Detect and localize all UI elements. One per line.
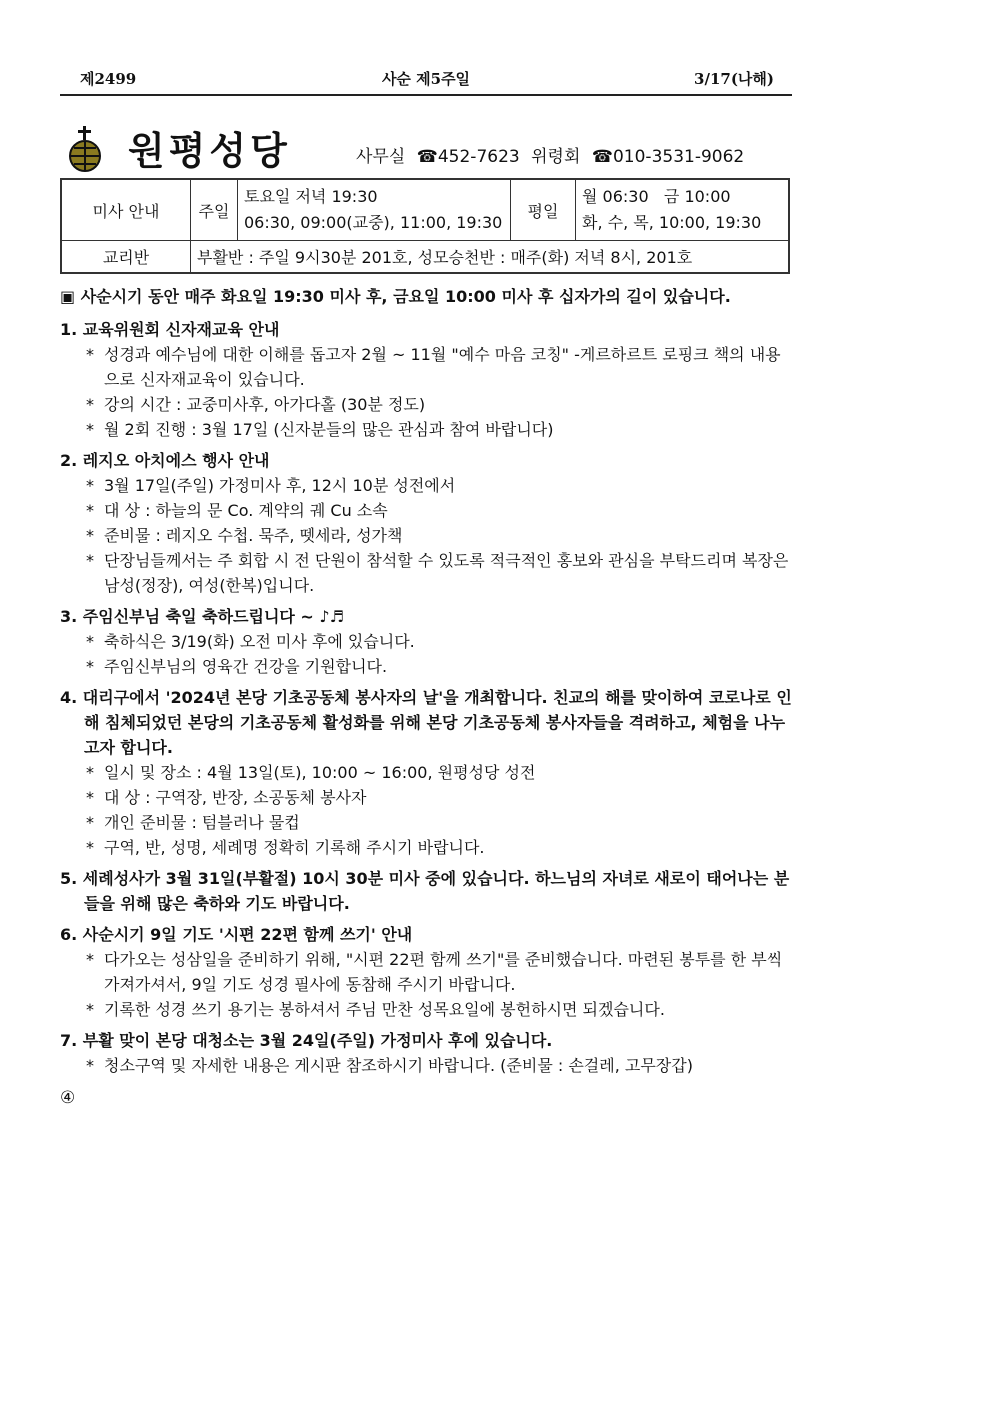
announcement-item-text: 3월 17일(주일) 가정미사 후, 12시 10분 성전에서 <box>104 476 456 495</box>
announcement-section <box>60 922 792 1022</box>
header-divider <box>60 94 792 96</box>
parish-name: 원평성당 <box>128 129 291 173</box>
office-label: 사무실 <box>356 147 406 167</box>
bullet-asterisk: * <box>86 657 94 676</box>
announcement-item-text: 대 상 : 하늘의 문 Co. 계약의 궤 Cu 소속 <box>104 501 388 520</box>
liturgical-sunday: 사순 제5주일 <box>381 70 471 88</box>
announcement-item <box>60 548 792 598</box>
weekday-schedule-line: 월 06:30 금 10:00 <box>582 187 731 206</box>
bullet-asterisk: * <box>86 345 94 364</box>
announcement-item <box>60 760 792 785</box>
office-phone: ☎452-7623 <box>416 147 520 167</box>
pastoral-phone: ☎010-3531-9062 <box>591 147 745 167</box>
announcement-item <box>60 523 792 548</box>
announcement-item <box>60 1053 792 1078</box>
bulletin-header <box>60 64 792 92</box>
announcement-item-text: 월 2회 진행 : 3월 17일 (신자분들의 많은 관심과 참여 바랍니다) <box>104 420 554 439</box>
pastoral-label: 위령회 <box>531 147 581 167</box>
announcement-item <box>60 473 792 498</box>
bullet-asterisk: * <box>86 1056 94 1075</box>
announcement-title: 2. 레지오 아치에스 행사 안내 <box>60 451 270 470</box>
church-dome-cross-icon <box>64 126 106 172</box>
announcement-item-text: 준비물 : 레지오 수첩. 묵주, 뗏세라, 성가책 <box>104 526 403 545</box>
sunday-schedule-line: 토요일 저녁 19:30 <box>244 187 378 206</box>
announcement-item <box>60 654 792 679</box>
announcement-title: 6. 사순시기 9일 기도 '시편 22편 함께 쓰기' 안내 <box>60 925 413 944</box>
announcement-item-text: 성경과 예수님에 대한 이해를 돕고자 2월 ~ 11월 "예수 마음 코칭" -게르하르트 로핑크 책의 내용으로 신자재교육이 있습니다. <box>104 345 781 389</box>
bullet-asterisk: * <box>86 788 94 807</box>
weekday-label: 평일 <box>511 179 576 241</box>
announcement-title: 7. 부활 맞이 본당 대청소는 3월 24일(주일) 가정미사 후에 있습니다. <box>60 1031 553 1050</box>
bullet-asterisk: * <box>86 813 94 832</box>
announcement-item <box>60 810 792 835</box>
parish-title-row <box>60 118 792 176</box>
way-of-cross-notice: ▣ 사순시기 동안 매주 화요일 19:30 미사 후, 금요일 10:00 미사 후 십자가의 길이 있습니다. <box>60 287 731 306</box>
announcement-item-text: 단장님들께서는 주 회합 시 전 단원이 참석할 수 있도록 적극적인 홍보와 관심을 부탁드리며 복장은 남성(정장), 여성(한복)입니다. <box>104 551 789 595</box>
weekday-schedule-line: 화, 수, 목, 10:00, 19:30 <box>582 213 762 232</box>
announcement-title: 4. 대리구에서 '2024년 본당 기초공동체 봉사자의 날'을 개최합니다. 친교의 해를 맞이하여 코로나로 인해 침체되었던 본당의 기초공동체 활성화를 위해 본당 기초공동체 봉사자들을 격려하고, 체험을 나누고자 합니다. <box>60 688 792 757</box>
bullet-asterisk: * <box>86 526 94 545</box>
bullet-asterisk: * <box>86 950 94 969</box>
announcement-section <box>60 685 792 860</box>
announcement-title: 1. 교육위원회 신자재교육 안내 <box>60 320 280 339</box>
announcement-item <box>60 342 792 392</box>
bullet-asterisk: * <box>86 420 94 439</box>
bullet-asterisk: * <box>86 838 94 857</box>
announcement-section <box>60 317 792 442</box>
contact-info <box>356 142 750 167</box>
announcement-item <box>60 392 792 417</box>
announcement-section <box>60 866 792 916</box>
announcement-item-text: 축하식은 3/19(화) 오전 미사 후에 있습니다. <box>104 632 415 651</box>
announcement-item-text: 일시 및 장소 : 4월 13일(토), 10:00 ~ 16:00, 원평성당 성전 <box>104 763 536 782</box>
bullet-asterisk: * <box>86 632 94 651</box>
bullet-asterisk: * <box>86 395 94 414</box>
weekday-schedule <box>576 179 790 241</box>
announcement-item <box>60 629 792 654</box>
bulletin-page <box>60 64 792 1111</box>
announcement-item-text: 구역, 반, 성명, 세례명 정확히 기록해 주시기 바랍니다. <box>104 838 485 857</box>
bullet-asterisk: * <box>86 501 94 520</box>
mass-schedule-table <box>60 178 790 274</box>
bullet-asterisk: * <box>86 1000 94 1019</box>
announcement-item <box>60 947 792 997</box>
announcement-item-text: 다가오는 성삼일을 준비하기 위해, "시편 22편 함께 쓰기"를 준비했습니다. 마련된 봉투를 한 부씩 가져가셔서, 9일 기도 성경 필사에 동참해 주시기 바랍니다. <box>104 950 783 994</box>
announcement-section <box>60 448 792 598</box>
sunday-label: 주일 <box>191 179 238 241</box>
sunday-schedule <box>238 179 511 241</box>
announcement-item-text: 개인 준비물 : 텀블러나 물컵 <box>104 813 300 832</box>
bullet-asterisk: * <box>86 476 94 495</box>
catechism-text: 부활반 : 주일 9시30분 201호, 성모승천반 : 매주(화) 저녁 8시, 201호 <box>191 241 790 274</box>
bulletin-body <box>60 284 792 1111</box>
announcement-item <box>60 417 792 442</box>
announcement-item-text: 대 상 : 구역장, 반장, 소공동체 봉사자 <box>104 788 367 807</box>
sunday-schedule-line: 06:30, 09:00(교중), 11:00, 19:30 <box>244 213 503 232</box>
bullet-asterisk: * <box>86 763 94 782</box>
announcement-item-text: 기록한 성경 쓰기 용기는 봉하셔서 주님 만찬 성목요일에 봉헌하시면 되겠습니다. <box>104 1000 665 1019</box>
announcement-item-text: 청소구역 및 자세한 내용은 게시판 참조하시기 바랍니다. (준비물 : 손걸레, 고무장갑) <box>104 1056 693 1075</box>
bulletin-date: 3/17(나해) <box>694 70 774 88</box>
catechism-label: 교리반 <box>61 241 191 274</box>
bullet-asterisk: * <box>86 551 94 570</box>
page-number-mark: ④ <box>60 1088 76 1108</box>
announcement-item-text: 주임신부님의 영육간 건강을 기원합니다. <box>104 657 388 676</box>
announcement-item <box>60 498 792 523</box>
announcement-item <box>60 835 792 860</box>
announcement-title: 3. 주임신부님 축일 축하드립니다 ~ ♪♬ <box>60 607 344 626</box>
announcement-item <box>60 785 792 810</box>
announcement-list <box>60 317 792 1078</box>
announcement-section <box>60 604 792 679</box>
mass-label: 미사 안내 <box>61 179 191 241</box>
announcement-item-text: 강의 시간 : 교중미사후, 아가다홀 (30분 정도) <box>104 395 426 414</box>
announcement-item <box>60 997 792 1022</box>
announcement-section <box>60 1028 792 1078</box>
issue-number: 제2499 <box>80 70 137 88</box>
announcement-title: 5. 세례성사가 3월 31일(부활절) 10시 30분 미사 중에 있습니다. 하느님의 자녀로 새로이 태어나는 분들을 위해 많은 축하와 기도 바랍니다. <box>60 869 790 913</box>
